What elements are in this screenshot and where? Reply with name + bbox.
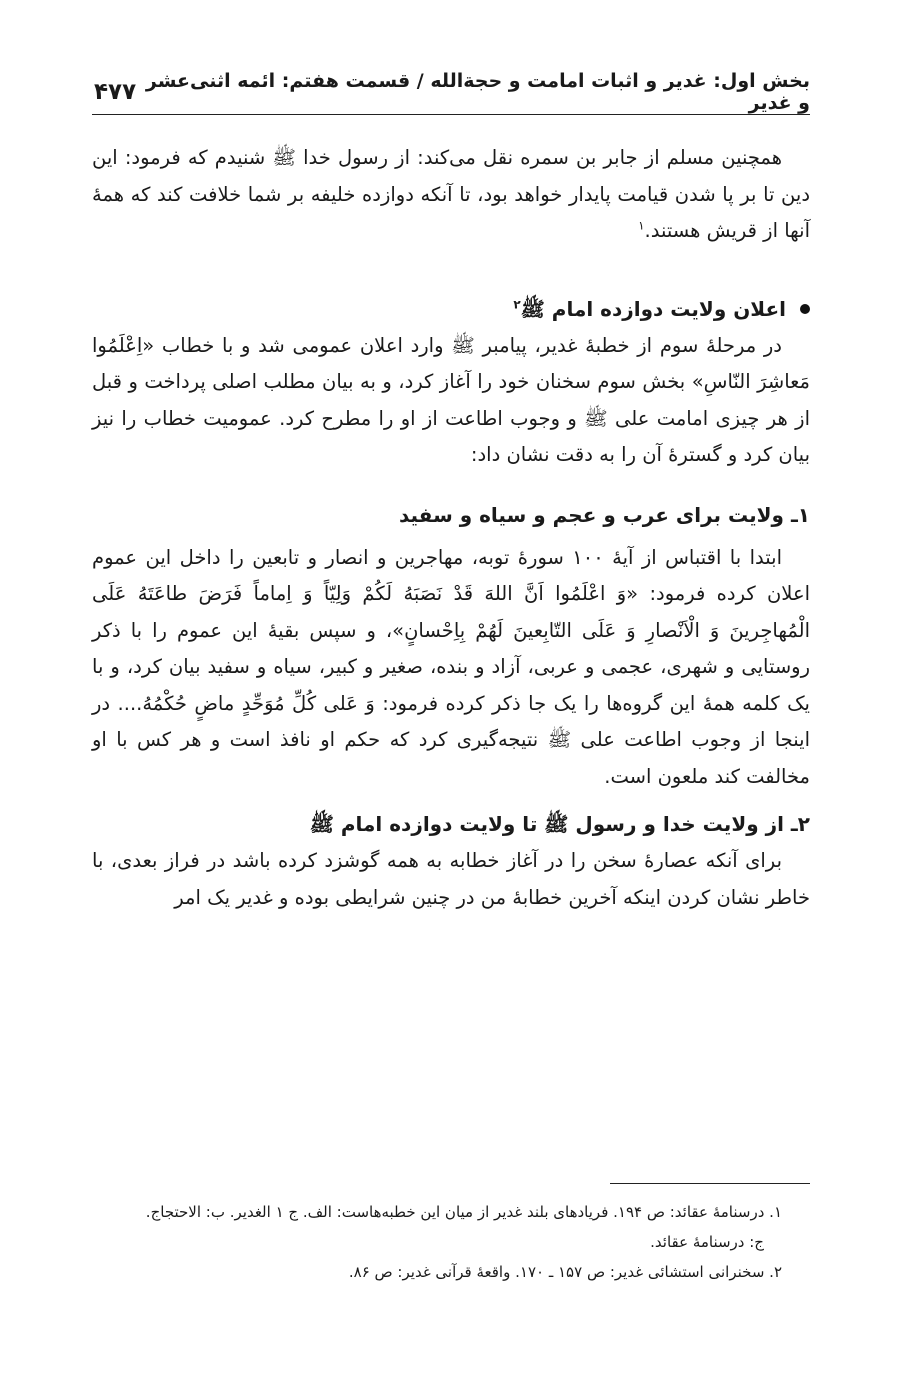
paragraph-2: در مرحلهٔ سوم از خطبهٔ غدیر، پیامبر ﷺ وارد اعلان عمومی شد و با خطاب «اِعْلَمُوا مَعاشِرَ النّاسِ» بخش سوم سخنان خود را آغاز کرد، و به بیان مطلب اصلی پرداخت و قبل از هر چیزی امامت علی ﷺ و وجوب اطاعت از او را مطرح کرد. عمومیت خطاب را نیز بیان کرد و گسترهٔ آن را به دقت نشان داد: (92, 333, 810, 466)
bullet-icon (800, 304, 810, 314)
heading-1-text: اعلان ولایت دوازده امام ﷺ (520, 296, 786, 321)
footnote-1: ۱. درسنامهٔ عقائد: ص ۱۹۴. فریادهای بلند غدیر از میان این خطبه‌هاست: الف. ج ۱ الغدیر. ب: الاحتجاج. (145, 1203, 782, 1221)
footnote-ref-1: ۱ (638, 218, 645, 233)
subheading-1: ۱ـ ولایت برای عرب و عجم و سیاه و سفید (398, 502, 810, 527)
footnote-2: ۲. سخنرانی استشائی غدیر: ص ۱۵۷ ـ ۱۷۰. واقعهٔ قرآنی غدیر: ص ۸۶. (348, 1263, 782, 1281)
main-text (92, 140, 810, 916)
footnote-ref-2: ۲ (513, 296, 521, 311)
page-number: ۴۷۷ (94, 79, 137, 105)
subheading-2: ۲ـ از ولایت خدا و رسول ﷺ تا ولایت دوازده امام ﷺ (309, 812, 810, 836)
footnote-1-continued: ج: درسنامهٔ عقائد. (650, 1233, 764, 1251)
paragraph-1 (92, 140, 810, 250)
book-page (92, 0, 810, 1390)
page-header (92, 70, 810, 115)
paragraph-4: برای آنکه عصارهٔ سخن را در آغاز خطابه به همه گوشزد کرده باشد در فراز بعدی، با خاطر نشان کردن اینکه آخرین خطابهٔ من در چنین شرایطی بوده و غدیر یک امر (92, 849, 810, 909)
running-title: بخش اول: غدیر و اثبات امامت و حجةالله / قسمت هفتم: ائمه اثنی‌عشر و غدیر (145, 70, 810, 114)
section-heading-announcement (92, 290, 810, 328)
paragraph-1-text: همچنین مسلم از جابر بن سمره نقل می‌کند: از رسول خدا ﷺ شنیدم که فرمود: این دین تا بر پا شدن قیامت پایدار خواهد بود، تا آنکه دوازده خلیفه بر شما خلافت کند که همهٔ آنها از قریش هستند. (92, 146, 810, 242)
paragraph-3: ابتدا با اقتباس از آیهٔ ۱۰۰ سورهٔ توبه، مهاجرین و انصار و تابعین را داخل این عموم اعلان کرده فرمود: «وَ اعْلَمُوا اَنَّ اللهَ قَدْ نَصَبَهُ لَكُمْ وَلِيّاً وَ اِماماً فَرَضَ طاعَتَهُ عَلَى الْمُهاجِرينَ وَ الْاَنْصارِ وَ عَلَى التّابِعينَ لَهُمْ بِاِحْسانٍ»، و سپس بقیهٔ این عموم را با ذکر روستایی و شهری، عجمی و عربی، آزاد و بنده، صغیر و کبیر، سیاه و سفید بیان کرد، و با یک کلمه همهٔ این گروه‌ها را یک جا ذکر کرده فرمود: وَ عَلى كُلِّ مُوَحِّدٍ ماضٍ حُكْمُهُ.... در اینجا از وجوب اطاعت علی ﷺ نتیجه‌گیری کرد که حکم او نافذ است و هر کس با او مخالفت کند ملعون است. (92, 545, 810, 788)
footnote-divider (610, 1183, 810, 1184)
footnotes (92, 1197, 810, 1287)
